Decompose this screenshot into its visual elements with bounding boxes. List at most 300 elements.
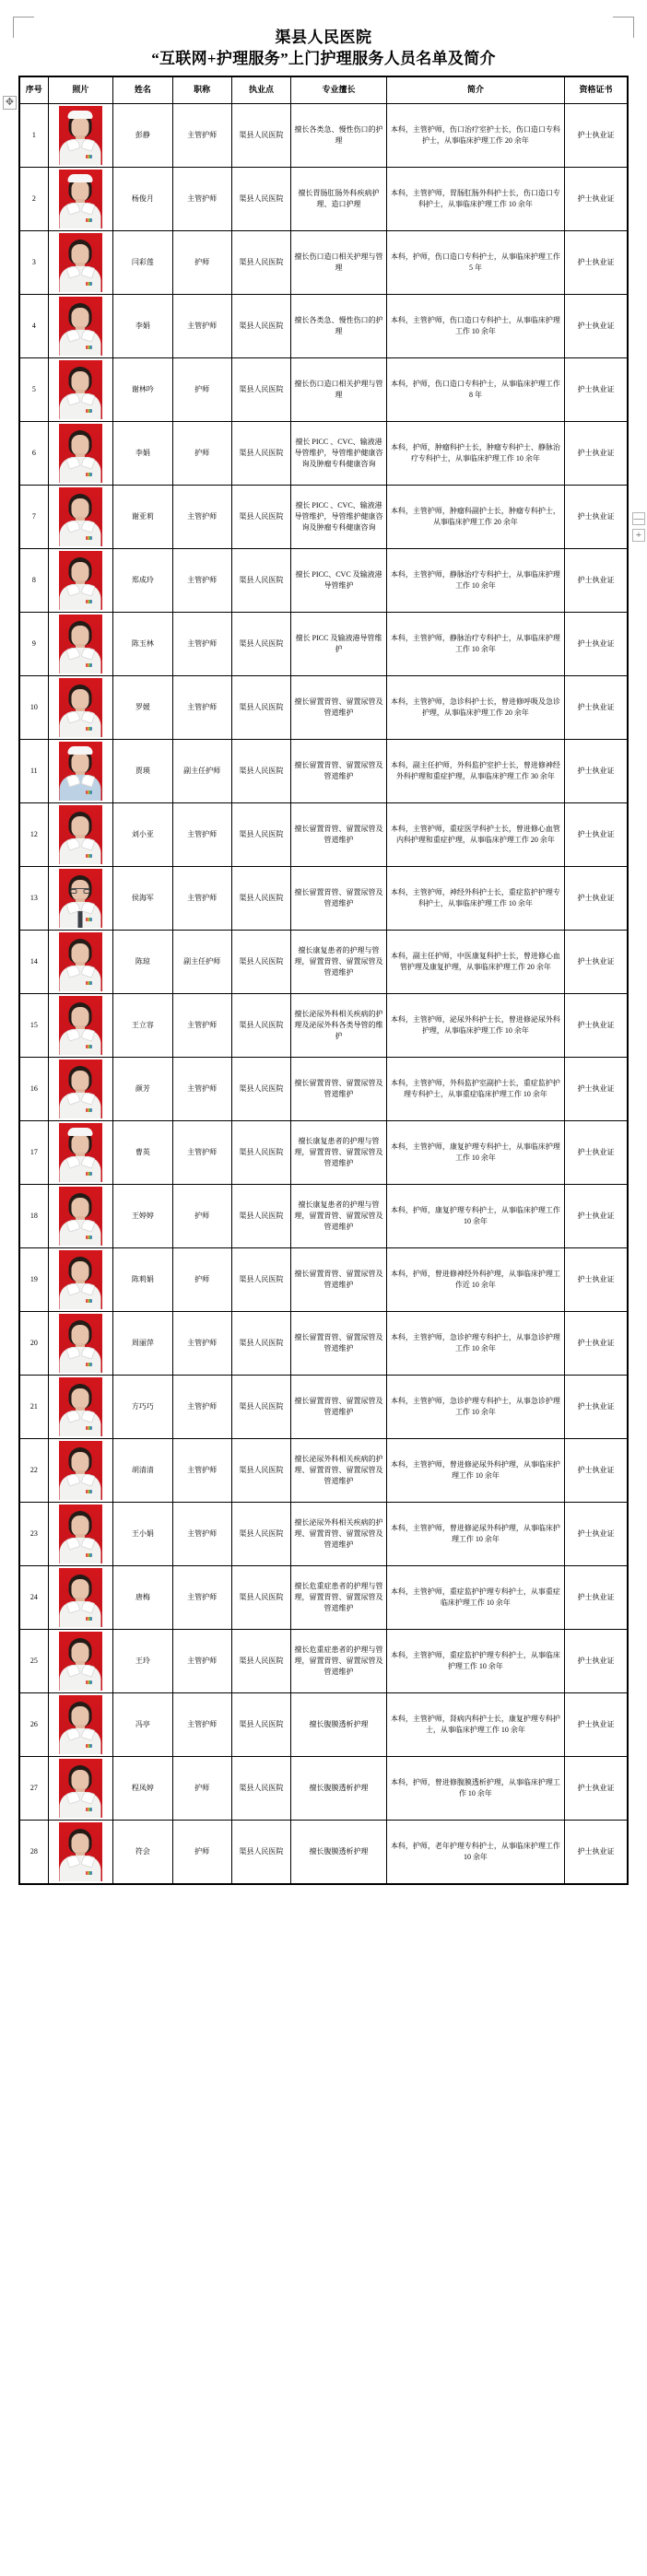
cell-site: 渠县人民医院: [231, 612, 290, 675]
cell-photo: [48, 230, 113, 294]
staff-portrait-photo: [59, 1695, 102, 1754]
cell-site: 渠县人民医院: [231, 1820, 290, 1884]
cell-name: 陈莉娟: [113, 1247, 172, 1311]
cell-site: 渠县人民医院: [231, 866, 290, 930]
hospital-badge-icon: [86, 1808, 92, 1811]
table-row: [19, 1120, 628, 1184]
staff-portrait-photo: [59, 297, 102, 356]
cell-index: 16: [19, 1057, 48, 1120]
cell-site: 渠县人民医院: [231, 103, 290, 167]
cell-name: 陈琼: [113, 930, 172, 993]
cell-index: 1: [19, 103, 48, 167]
cell-title: 副主任护师: [172, 930, 231, 993]
cell-title: 护师: [172, 421, 231, 485]
table-row: [19, 1375, 628, 1438]
hospital-badge-icon: [86, 1172, 92, 1176]
cell-bio: 本科，主管护师，重症监护护理专科护士，从事临床护理工作 10 余年: [386, 1629, 564, 1692]
cell-title: 护师: [172, 1184, 231, 1247]
cell-index: 6: [19, 421, 48, 485]
cell-name: 罗媛: [113, 675, 172, 739]
staff-portrait-photo: [59, 805, 102, 864]
cell-bio: 本科，副主任护师，外科监护室护士长，曾进修神经外科护理和重症护理，从事临床护理工作 30 余年: [386, 739, 564, 802]
column-header-site: 执业点: [231, 76, 290, 104]
table-row: [19, 357, 628, 421]
column-header-title: 职称: [172, 76, 231, 104]
cell-index: 24: [19, 1565, 48, 1629]
staff-portrait-photo: [59, 869, 102, 928]
cell-photo: [48, 1438, 113, 1502]
table-row: [19, 993, 628, 1057]
cell-title: 主管护师: [172, 548, 231, 612]
cell-name: 王玲: [113, 1629, 172, 1692]
cell-title: 主管护师: [172, 485, 231, 548]
cell-specialty: 擅长危重症患者的护理与管理，留置胃管、留置尿管及管道维护: [291, 1565, 387, 1629]
cell-photo: [48, 1565, 113, 1629]
cell-bio: 本科，主管护师，急诊护理专科护士，从事急诊护理工作 10 余年: [386, 1311, 564, 1375]
cell-index: 27: [19, 1756, 48, 1820]
cell-site: 渠县人民医院: [231, 230, 290, 294]
cell-site: 渠县人民医院: [231, 675, 290, 739]
cell-certificate: 护士执业证: [564, 294, 628, 357]
staff-portrait-photo: [59, 1377, 102, 1436]
hospital-badge-icon: [86, 1235, 92, 1239]
page-title-hospital: 渠县人民医院: [275, 29, 372, 46]
cell-photo: [48, 103, 113, 167]
cell-title: 主管护师: [172, 1629, 231, 1692]
right-scroll-marker-minus[interactable]: —: [633, 513, 644, 524]
cell-photo: [48, 548, 113, 612]
cell-specialty: 擅长伤口造口相关护理与管理: [291, 357, 387, 421]
cell-name: 冯亭: [113, 1692, 172, 1756]
staff-portrait-photo: [59, 233, 102, 292]
cell-title: 主管护师: [172, 675, 231, 739]
cell-photo: [48, 1502, 113, 1565]
table-row: [19, 612, 628, 675]
cell-index: 21: [19, 1375, 48, 1438]
cell-index: 14: [19, 930, 48, 993]
cell-site: 渠县人民医院: [231, 485, 290, 548]
cell-photo: [48, 357, 113, 421]
cell-bio: 本科，主管护师，胃肠肛肠外科护士长，伤口造口专科护士，从事临床护理工作 10 余年: [386, 167, 564, 230]
hospital-badge-icon: [86, 981, 92, 985]
nurse-cap-icon: [68, 746, 93, 755]
cell-certificate: 护士执业证: [564, 993, 628, 1057]
hospital-badge-icon: [86, 1680, 92, 1684]
staff-portrait-photo: [59, 742, 102, 801]
staff-portrait-photo: [59, 1123, 102, 1182]
cell-site: 渠县人民医院: [231, 294, 290, 357]
cell-index: 13: [19, 866, 48, 930]
cell-index: 28: [19, 1820, 48, 1884]
staff-portrait-photo: [59, 1759, 102, 1818]
cell-specialty: 擅长留置胃管、留置尿管及管道维护: [291, 675, 387, 739]
cell-certificate: 护士执业证: [564, 1692, 628, 1756]
staff-portrait-photo: [59, 424, 102, 483]
hospital-badge-icon: [86, 1617, 92, 1621]
hospital-badge-icon: [86, 600, 92, 603]
cell-specialty: 擅长留置胃管、留置尿管及管道维护: [291, 1311, 387, 1375]
table-row: [19, 1438, 628, 1502]
hospital-badge-icon: [86, 1426, 92, 1430]
table-row: [19, 1756, 628, 1820]
cell-certificate: 护士执业证: [564, 1756, 628, 1820]
cell-bio: 本科，主管护师，外科监护室副护士长，重症监护护理专科护士，从事重症临床护理工作 10 余年: [386, 1057, 564, 1120]
cell-title: 主管护师: [172, 993, 231, 1057]
cell-bio: 本科，护师，老年护理专科护士，从事临床护理工作 10 余年: [386, 1820, 564, 1884]
cell-title: 护师: [172, 357, 231, 421]
cell-site: 渠县人民医院: [231, 1565, 290, 1629]
cell-certificate: 护士执业证: [564, 739, 628, 802]
cell-specialty: 擅长留置胃管、留置尿管及管道维护: [291, 739, 387, 802]
cell-title: 主管护师: [172, 1565, 231, 1629]
cell-title: 护师: [172, 1247, 231, 1311]
cell-certificate: 护士执业证: [564, 1629, 628, 1692]
staff-portrait-photo: [59, 360, 102, 419]
cell-certificate: 护士执业证: [564, 802, 628, 866]
table-row: [19, 802, 628, 866]
cell-site: 渠县人民医院: [231, 1692, 290, 1756]
hospital-badge-icon: [86, 536, 92, 540]
hospital-badge-icon: [86, 282, 92, 286]
cell-index: 11: [19, 739, 48, 802]
staff-portrait-photo: [59, 1505, 102, 1563]
staff-portrait-photo: [59, 1568, 102, 1627]
nurse-cap-icon: [68, 1128, 93, 1136]
cell-photo: [48, 1756, 113, 1820]
cell-title: 主管护师: [172, 802, 231, 866]
cell-photo: [48, 1692, 113, 1756]
cell-photo: [48, 675, 113, 739]
cell-title: 主管护师: [172, 1692, 231, 1756]
document-header: [0, 0, 647, 76]
staff-portrait-photo: [59, 551, 102, 610]
table-row: [19, 1311, 628, 1375]
table-row: [19, 485, 628, 548]
cell-name: 刘小亚: [113, 802, 172, 866]
cell-index: 8: [19, 548, 48, 612]
cell-title: 主管护师: [172, 612, 231, 675]
cell-bio: 本科，护师，曾进修神经外科护理，从事临床护理工作近 10 余年: [386, 1247, 564, 1311]
cell-site: 渠县人民医院: [231, 1184, 290, 1247]
cell-name: 谢亚莉: [113, 485, 172, 548]
cell-bio: 本科，主管护师，肾病内科护士长，康复护理专科护士，从事临床护理工作 10 余年: [386, 1692, 564, 1756]
cell-photo: [48, 866, 113, 930]
cell-specialty: 擅长泌尿外科相关疾病的护理及泌尿外科各类导管的维护: [291, 993, 387, 1057]
cell-certificate: 护士执业证: [564, 548, 628, 612]
cell-index: 10: [19, 675, 48, 739]
cell-specialty: 擅长留置胃管、留置尿管及管道维护: [291, 1375, 387, 1438]
cell-index: 26: [19, 1692, 48, 1756]
cell-title: 主管护师: [172, 1375, 231, 1438]
cell-title: 护师: [172, 1756, 231, 1820]
cell-specialty: 擅长腹膜透析护理: [291, 1820, 387, 1884]
column-header-photo: 照片: [48, 76, 113, 104]
cell-site: 渠县人民医院: [231, 357, 290, 421]
cell-photo: [48, 993, 113, 1057]
table-row: [19, 548, 628, 612]
cell-index: 15: [19, 993, 48, 1057]
cell-name: 闫彩莲: [113, 230, 172, 294]
cell-specialty: 擅长危重症患者的护理与管理，留置胃管、留置尿管及管道维护: [291, 1629, 387, 1692]
cell-bio: 本科，主管护师，急诊科护士长，曾进修呼吸及急诊护理，从事临床护理工作 20 余年: [386, 675, 564, 739]
cell-photo: [48, 802, 113, 866]
hospital-badge-icon: [86, 727, 92, 731]
table-row: [19, 1057, 628, 1120]
cell-index: 25: [19, 1629, 48, 1692]
table-row: [19, 103, 628, 167]
table-row: [19, 1502, 628, 1565]
table-move-handle-icon[interactable]: ✥: [3, 96, 17, 110]
table-row: [19, 230, 628, 294]
cell-certificate: 护士执业证: [564, 1438, 628, 1502]
cell-site: 渠县人民医院: [231, 1057, 290, 1120]
cell-title: 主管护师: [172, 866, 231, 930]
cell-name: 胡清清: [113, 1438, 172, 1502]
staff-portrait-photo: [59, 1060, 102, 1118]
cell-specialty: 擅长胃肠肛肠外科疾病护理、造口护理: [291, 167, 387, 230]
column-header-bio: 简介: [386, 76, 564, 104]
staff-portrait-photo: [59, 487, 102, 546]
cell-name: 程凤婷: [113, 1756, 172, 1820]
cell-title: 主管护师: [172, 103, 231, 167]
cell-name: 周丽萍: [113, 1311, 172, 1375]
cell-certificate: 护士执业证: [564, 103, 628, 167]
cell-specialty: 擅长康复患者的护理与管理，留置胃管、留置尿管及管道维护: [291, 930, 387, 993]
table-row: [19, 1247, 628, 1311]
cell-specialty: 擅长泌尿外科相关疾病的护理、留置胃管、留置尿管及管道维护: [291, 1502, 387, 1565]
cell-title: 副主任护师: [172, 739, 231, 802]
table-row: [19, 1565, 628, 1629]
cell-index: 9: [19, 612, 48, 675]
cell-bio: 本科，主管护师，肿瘤科副护士长，肿瘤专科护士，从事临床护理工作 20 余年: [386, 485, 564, 548]
cell-site: 渠县人民医院: [231, 1311, 290, 1375]
cell-site: 渠县人民医院: [231, 548, 290, 612]
cell-title: 护师: [172, 1820, 231, 1884]
table-row: [19, 1184, 628, 1247]
cell-specialty: 擅长 PICC 及输液港导管维护: [291, 612, 387, 675]
cell-title: 主管护师: [172, 294, 231, 357]
cell-specialty: 擅长留置胃管、留置尿管及管道维护: [291, 802, 387, 866]
cell-photo: [48, 421, 113, 485]
cell-title: 主管护师: [172, 1502, 231, 1565]
cell-photo: [48, 612, 113, 675]
cell-bio: 本科，主管护师，重症医学科护士长，曾进修心血管内科护理和重症护理，从事临床护理工作 20 余年: [386, 802, 564, 866]
staff-portrait-photo: [59, 1250, 102, 1309]
cell-title: 主管护师: [172, 1311, 231, 1375]
cell-bio: 本科，主管护师，伤口造口专科护士，从事临床护理工作 10 余年: [386, 294, 564, 357]
cell-index: 17: [19, 1120, 48, 1184]
cell-site: 渠县人民医院: [231, 993, 290, 1057]
cell-certificate: 护士执业证: [564, 1120, 628, 1184]
table-row: [19, 1820, 628, 1884]
roster-table-container: [0, 76, 647, 1885]
hospital-badge-icon: [86, 218, 92, 222]
cell-title: 主管护师: [172, 1120, 231, 1184]
cell-photo: [48, 1120, 113, 1184]
cell-specialty: 擅长留置胃管、留置尿管及管道维护: [291, 866, 387, 930]
cell-photo: [48, 739, 113, 802]
hospital-badge-icon: [86, 1045, 92, 1048]
cell-photo: [48, 1057, 113, 1120]
table-row: [19, 675, 628, 739]
cell-index: 3: [19, 230, 48, 294]
hospital-badge-icon: [86, 1490, 92, 1493]
cell-site: 渠县人民医院: [231, 1756, 290, 1820]
table-row: [19, 1629, 628, 1692]
cell-certificate: 护士执业证: [564, 675, 628, 739]
cell-certificate: 护士执业证: [564, 357, 628, 421]
table-row: [19, 739, 628, 802]
hospital-badge-icon: [86, 1553, 92, 1557]
cell-bio: 本科，主管护师，泌尿外科护士长，曾进修泌尿外科护理，从事临床护理工作 10 余年: [386, 993, 564, 1057]
cell-bio: 本科，主管护师，静脉治疗专科护士，从事临床护理工作 10 余年: [386, 612, 564, 675]
cell-photo: [48, 1247, 113, 1311]
nursing-staff-roster-table: [18, 76, 629, 1885]
nurse-cap-icon: [68, 111, 93, 119]
staff-portrait-photo: [59, 1632, 102, 1691]
cell-certificate: 护士执业证: [564, 1502, 628, 1565]
cell-site: 渠县人民医院: [231, 167, 290, 230]
table-header-row: [19, 76, 628, 104]
cell-index: 5: [19, 357, 48, 421]
cell-specialty: 擅长各类急、慢性伤口的护理: [291, 103, 387, 167]
column-header-index: 序号: [19, 76, 48, 104]
cell-name: 王小娟: [113, 1502, 172, 1565]
table-row: [19, 1692, 628, 1756]
cell-photo: [48, 1184, 113, 1247]
column-header-name: 姓名: [113, 76, 172, 104]
hospital-badge-icon: [86, 1871, 92, 1875]
cell-specialty: 擅长腹膜透析护理: [291, 1756, 387, 1820]
cell-name: 陈玉林: [113, 612, 172, 675]
cell-bio: 本科，护师，康复护理专科护士，从事临床护理工作 10 余年: [386, 1184, 564, 1247]
cell-certificate: 护士执业证: [564, 230, 628, 294]
cell-index: 2: [19, 167, 48, 230]
table-row: [19, 930, 628, 993]
cell-specialty: 擅长留置胃管、留置尿管及管道维护: [291, 1247, 387, 1311]
nurse-cap-icon: [68, 174, 93, 182]
cell-site: 渠县人民医院: [231, 1502, 290, 1565]
cell-bio: 本科，主管护师，神经外科护士长，重症监护护理专科护士，从事临床护理工作 10 余年: [386, 866, 564, 930]
cell-name: 李娟: [113, 294, 172, 357]
cell-certificate: 护士执业证: [564, 167, 628, 230]
cell-site: 渠县人民医院: [231, 1375, 290, 1438]
cell-photo: [48, 485, 113, 548]
cell-name: 郑成玲: [113, 548, 172, 612]
cell-index: 20: [19, 1311, 48, 1375]
cell-name: 唐梅: [113, 1565, 172, 1629]
staff-portrait-photo: [59, 1441, 102, 1500]
hospital-badge-icon: [86, 155, 92, 158]
cell-specialty: 擅长康复患者的护理与管理，留置胃管、留置尿管及管道维护: [291, 1184, 387, 1247]
portrait-tie: [78, 911, 83, 928]
hospital-badge-icon: [86, 345, 92, 349]
staff-portrait-photo: [59, 1822, 102, 1881]
cell-bio: 本科，护师，伤口造口专科护士，从事临床护理工作 8 年: [386, 357, 564, 421]
staff-portrait-photo: [59, 1314, 102, 1373]
cell-bio: 本科，副主任护师，中医康复科护士长，曾进修心血管护理及康复护理，从事临床护理工作 20 余年: [386, 930, 564, 993]
cell-specialty: 擅长 PICC 、CVC、输液港导管维护，导管维护健康咨询及肿瘤专科健康咨询: [291, 485, 387, 548]
cell-specialty: 擅长各类急、慢性伤口的护理: [291, 294, 387, 357]
cell-bio: 本科，主管护师，伤口治疗室护士长，伤口造口专科护士，从事临床护理工作 20 余年: [386, 103, 564, 167]
cell-index: 4: [19, 294, 48, 357]
cell-specialty: 擅长留置胃管、留置尿管及管道维护: [291, 1057, 387, 1120]
cell-bio: 本科，主管护师，重症监护护理专科护士，从事重症临床护理工作 10 余年: [386, 1565, 564, 1629]
cell-certificate: 护士执业证: [564, 1565, 628, 1629]
cell-bio: 本科，主管护师，曾进修泌尿外科护理，从事临床护理工作 10 余年: [386, 1438, 564, 1502]
cell-name: 侯海军: [113, 866, 172, 930]
staff-portrait-photo: [59, 170, 102, 228]
hospital-badge-icon: [86, 1299, 92, 1303]
cell-certificate: 护士执业证: [564, 485, 628, 548]
staff-portrait-photo: [59, 932, 102, 991]
hospital-badge-icon: [86, 473, 92, 476]
cell-bio: 本科，护师，伤口造口专科护士，从事临床护理工作 5 年: [386, 230, 564, 294]
cell-index: 23: [19, 1502, 48, 1565]
cell-certificate: 护士执业证: [564, 1184, 628, 1247]
cell-photo: [48, 167, 113, 230]
staff-portrait-photo: [59, 1187, 102, 1246]
cell-specialty: 擅长康复患者的护理与管理，留置胃管、留置尿管及管道维护: [291, 1120, 387, 1184]
cell-index: 18: [19, 1184, 48, 1247]
cell-bio: 本科，主管护师，静脉治疗专科护士，从事临床护理工作 10 余年: [386, 548, 564, 612]
column-header-specialty: 专业擅长: [291, 76, 387, 104]
cell-index: 22: [19, 1438, 48, 1502]
cell-photo: [48, 1820, 113, 1884]
cell-bio: 本科，主管护师，急诊护理专科护士，从事急诊护理工作 10 余年: [386, 1375, 564, 1438]
right-scroll-marker-plus[interactable]: +: [632, 529, 645, 542]
hospital-badge-icon: [86, 1108, 92, 1112]
cell-certificate: 护士执业证: [564, 1247, 628, 1311]
cell-certificate: 护士执业证: [564, 866, 628, 930]
cell-name: 贾瑛: [113, 739, 172, 802]
table-row: [19, 421, 628, 485]
cell-specialty: 擅长泌尿外科相关疾病的护理、留置胃管、留置尿管及管道维护: [291, 1438, 387, 1502]
cell-certificate: 护士执业证: [564, 1057, 628, 1120]
cell-certificate: 护士执业证: [564, 1311, 628, 1375]
hospital-badge-icon: [86, 918, 92, 921]
cell-certificate: 护士执业证: [564, 421, 628, 485]
cell-bio: 本科，主管护师，康复护理专科护士，从事临床护理工作 10 余年: [386, 1120, 564, 1184]
table-body: [19, 103, 628, 1884]
cell-photo: [48, 294, 113, 357]
cell-site: 渠县人民医院: [231, 802, 290, 866]
hospital-badge-icon: [86, 854, 92, 858]
table-row: [19, 294, 628, 357]
cell-bio: 本科，主管护师，曾进修泌尿外科护理，从事临床护理工作 10 余年: [386, 1502, 564, 1565]
cell-bio: 本科，护师，肿瘤科护士长，肿瘤专科护士、静脉治疗专科护士，从事临床护理工作 10 余年: [386, 421, 564, 485]
staff-portrait-photo: [59, 106, 102, 165]
cell-specialty: 擅长伤口造口相关护理与管理: [291, 230, 387, 294]
staff-portrait-photo: [59, 615, 102, 673]
cell-name: 符会: [113, 1820, 172, 1884]
table-header: [19, 76, 628, 104]
cell-photo: [48, 1375, 113, 1438]
cell-name: 方巧巧: [113, 1375, 172, 1438]
cell-specialty: 擅长 PICC 、CVC、输液港导管维护，导管维护健康咨询及肿瘤专科健康咨询: [291, 421, 387, 485]
cell-certificate: 护士执业证: [564, 930, 628, 993]
cell-title: 护师: [172, 230, 231, 294]
cell-name: 谢林吟: [113, 357, 172, 421]
staff-portrait-photo: [59, 678, 102, 737]
cell-specialty: 擅长 PICC、CVC 及输液港导管维护: [291, 548, 387, 612]
cell-site: 渠县人民医院: [231, 421, 290, 485]
cell-photo: [48, 1629, 113, 1692]
cell-index: 7: [19, 485, 48, 548]
cell-name: 王立容: [113, 993, 172, 1057]
table-row: [19, 866, 628, 930]
cell-site: 渠县人民医院: [231, 1438, 290, 1502]
